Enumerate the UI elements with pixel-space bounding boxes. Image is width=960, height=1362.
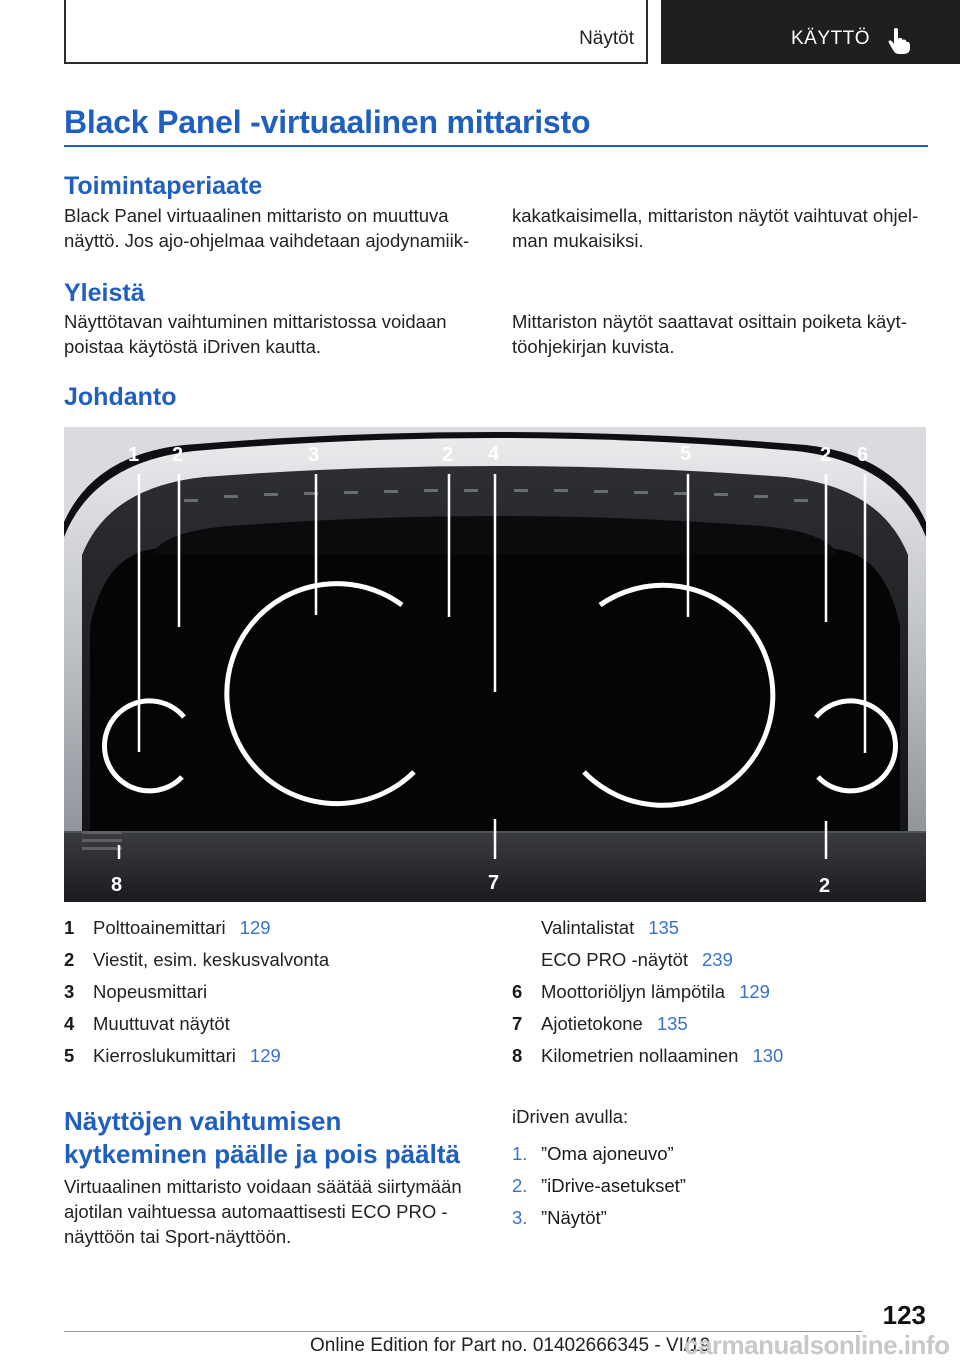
- legend-text: Kilometrien nollaaminen: [541, 1045, 739, 1066]
- text-line: iDriven avulla:: [512, 1106, 629, 1127]
- text-line: ajotilan vaihtuessa automaattisesti ECO PRO -: [64, 1201, 448, 1222]
- figure-legend-right: [512, 912, 942, 1072]
- legend-text: Nopeusmittari: [93, 981, 208, 1002]
- section-heading-johdanto: [64, 383, 177, 412]
- figure-legend-left: [64, 912, 494, 1072]
- step-item: [512, 1143, 932, 1175]
- legend-number: 4: [64, 1013, 75, 1034]
- step-number: 1.: [512, 1143, 528, 1164]
- toimintaperiaate-left-text: [64, 203, 484, 253]
- legend-item: [512, 912, 942, 944]
- legend-text: Polttoainemittari: [93, 917, 226, 938]
- step-text: ”iDrive-asetukset”: [541, 1175, 686, 1196]
- text-line: näyttöön tai Sport-näyttöön.: [64, 1226, 292, 1247]
- section-heading-yleista: [64, 279, 145, 308]
- text-line: Näyttötavan vaihtuminen mittaristossa voidaan: [64, 311, 447, 332]
- legend-text: Muuttuvat näytöt: [93, 1013, 230, 1034]
- section-heading-switching: [64, 1105, 504, 1171]
- yleista-right-text: [512, 309, 932, 359]
- legend-item: [64, 912, 494, 944]
- text-line: Mittariston näytöt saattavat osittain poiketa käyt-: [512, 311, 907, 332]
- legend-text: Kierroslukumittari: [93, 1045, 236, 1066]
- header-section-tab: [64, 0, 648, 64]
- legend-text: Moottoriöljyn lämpötila: [541, 981, 726, 1002]
- switching-body-text: [64, 1174, 504, 1249]
- legend-text: ECO PRO -näytöt: [541, 949, 689, 970]
- instrument-cluster-illustration: [64, 427, 926, 902]
- heading-text: Yleistä: [64, 279, 145, 307]
- legend-text: Viestit, esim. keskusvalvonta: [93, 949, 330, 970]
- legend-text: Valintalistat: [541, 917, 635, 938]
- step-text: ”Näytöt”: [541, 1207, 607, 1228]
- legend-number: 5: [64, 1045, 75, 1066]
- text-line: poistaa käytöstä iDriven kautta.: [64, 336, 322, 357]
- legend-item: [64, 1040, 494, 1072]
- title-rule: [64, 145, 928, 147]
- callout-4: 4: [488, 443, 500, 465]
- page-number: 123: [882, 1300, 926, 1330]
- header-chapter-tab: [661, 0, 960, 64]
- legend-number: 8: [512, 1045, 523, 1066]
- text-line: Black Panel virtuaalinen mittaristo on muuttuva: [64, 205, 449, 226]
- legend-number: 1: [64, 917, 75, 938]
- callout-6: 6: [857, 444, 869, 466]
- heading-text: Toimintaperiaate: [64, 172, 263, 200]
- switching-steps: [512, 1143, 932, 1239]
- header-section-label: Näytöt: [579, 28, 634, 49]
- legend-item: [512, 944, 942, 976]
- legend-item: [512, 1008, 942, 1040]
- legend-item: [64, 1008, 494, 1040]
- page-reference-link[interactable]: 135: [648, 917, 680, 938]
- page-reference-link[interactable]: 129: [249, 1045, 281, 1066]
- text-line: Virtuaalinen mittaristo voidaan säätää siirtymään: [64, 1176, 462, 1197]
- callout-1: 1: [128, 444, 140, 466]
- page-reference-link[interactable]: 135: [656, 1013, 688, 1034]
- legend-number: 2: [64, 949, 75, 970]
- instrument-cluster-figure: [64, 427, 926, 902]
- page-reference-link[interactable]: 129: [239, 917, 271, 938]
- legend-number: 6: [512, 981, 523, 1002]
- legend-item: [64, 944, 494, 976]
- text-line: näyttö. Jos ajo-ohjelmaa vaihdetaan ajodynamiik-: [64, 230, 470, 251]
- legend-number: 7: [512, 1013, 523, 1034]
- header-chapter-label: KÄYTTÖ: [791, 28, 871, 49]
- heading-text: kytkeminen päälle ja pois päältä: [64, 1139, 460, 1169]
- legend-item: [64, 976, 494, 1008]
- pointing-hand-icon: [888, 28, 910, 54]
- text-line: kakatkaisimella, mittariston näytöt vaihtuvat ohjel-: [512, 205, 919, 226]
- legend-item: [512, 976, 942, 1008]
- legend-number: 3: [64, 981, 75, 1002]
- step-item: [512, 1175, 932, 1207]
- legend-text: Ajotietokone: [541, 1013, 643, 1034]
- text-line: töohjekirjan kuvista.: [512, 336, 675, 357]
- page-reference-link[interactable]: 239: [702, 949, 733, 970]
- step-text: ”Oma ajoneuvo”: [541, 1143, 674, 1164]
- callout-2: 2: [442, 444, 454, 466]
- step-number: 2.: [512, 1175, 528, 1196]
- callout-7: 7: [488, 872, 500, 894]
- callout-2: 2: [172, 444, 184, 466]
- footer-edition-text: Online Edition for Part no. 01402666345 - VI/19: [310, 1335, 711, 1356]
- callout-2: 2: [820, 444, 832, 466]
- callout-8: 8: [111, 874, 123, 896]
- callout-5: 5: [680, 443, 692, 465]
- heading-text: Näyttöjen vaihtumisen: [64, 1106, 342, 1136]
- page-reference-link[interactable]: 129: [739, 981, 770, 1002]
- page-reference-link[interactable]: 130: [752, 1045, 784, 1066]
- step-item: [512, 1207, 932, 1239]
- callout-2: 2: [819, 875, 831, 897]
- legend-item: [512, 1040, 942, 1072]
- yleista-left-text: [64, 309, 484, 359]
- text-line: man mukaisiksi.: [512, 230, 644, 251]
- page-title: Black Panel -virtuaalinen mittaristo: [64, 104, 591, 140]
- watermark: carmanualsonline.info: [684, 1330, 950, 1360]
- step-number: 3.: [512, 1207, 528, 1228]
- switching-intro: [512, 1104, 932, 1129]
- section-heading-toimintaperiaate: [64, 172, 262, 201]
- heading-text: Johdanto: [64, 383, 177, 411]
- toimintaperiaate-right-text: [512, 203, 932, 253]
- callout-3: 3: [308, 444, 320, 466]
